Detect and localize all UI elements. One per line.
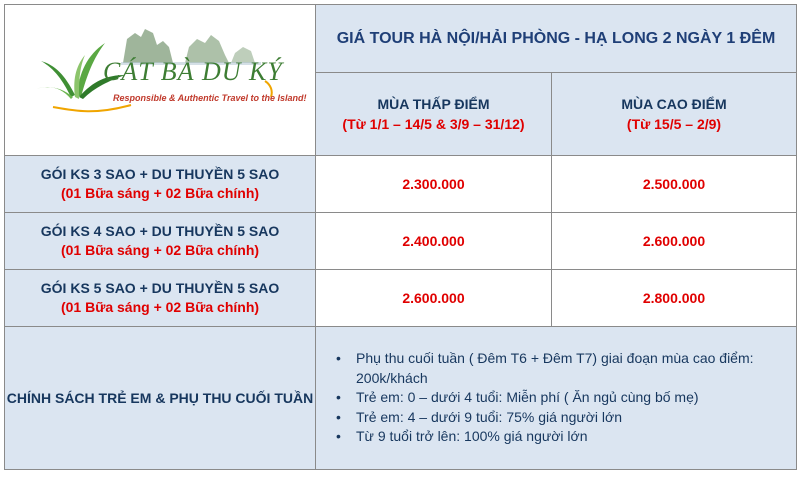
- policy-item-text: Từ 9 tuổi trở lên: 100% giá người lớn: [356, 428, 588, 445]
- package-cell: [5, 270, 316, 327]
- bullet-icon: •: [336, 389, 341, 406]
- table-row: [5, 156, 797, 213]
- list-item: [336, 349, 784, 388]
- table-row: [5, 270, 797, 327]
- list-item: [336, 388, 784, 408]
- price-sheet: [4, 4, 796, 478]
- package-meals: (01 Bữa sáng + 02 Bữa chính): [60, 185, 260, 201]
- high-season-header: [552, 73, 797, 156]
- high-season-name: MÙA CAO ĐIỂM: [621, 96, 727, 113]
- high-season-dates: (Từ 15/5 – 2/9): [626, 116, 722, 133]
- package-cell: [5, 213, 316, 270]
- logo-brand-text: CÁT BÀ DU KÝ: [103, 57, 283, 86]
- policy-label: CHÍNH SÁCH TRẺ EM & PHỤ THU CUỐI TUẦN: [5, 327, 316, 470]
- policy-row: [5, 327, 797, 470]
- package-name: GÓI KS 4 SAO + DU THUYỀN 5 SAO: [40, 223, 280, 239]
- bullet-icon: •: [336, 408, 341, 425]
- low-season-price: 2.300.000: [316, 156, 552, 213]
- policy-items: [336, 349, 784, 447]
- table-row: [5, 213, 797, 270]
- bullet-icon: •: [336, 350, 341, 367]
- high-season-price: 2.600.000: [552, 213, 797, 270]
- low-season-header: [316, 73, 552, 156]
- logo-cell: [5, 5, 316, 156]
- list-item: [336, 427, 784, 447]
- logo: [5, 5, 315, 155]
- policy-list: [316, 327, 797, 470]
- policy-item-text: Trẻ em: 4 – dưới 9 tuổi: 75% giá người lớn: [356, 408, 622, 425]
- logo-tagline: Responsible & Authentic Travel to the Island!: [113, 93, 307, 103]
- package-cell: [5, 156, 316, 213]
- low-season-price: 2.400.000: [316, 213, 552, 270]
- package-name: GÓI KS 5 SAO + DU THUYỀN 5 SAO: [40, 280, 280, 296]
- high-season-price: 2.500.000: [552, 156, 797, 213]
- package-name: GÓI KS 3 SAO + DU THUYỀN 5 SAO: [40, 166, 280, 182]
- tour-price-table: [4, 4, 797, 470]
- high-season-price: 2.800.000: [552, 270, 797, 327]
- header-row-title: [5, 5, 797, 73]
- package-meals: (01 Bữa sáng + 02 Bữa chính): [60, 299, 260, 315]
- low-season-dates: (Từ 1/1 – 14/5 & 3/9 – 31/12): [342, 116, 525, 133]
- policy-item-text: Trẻ em: 0 – dưới 4 tuổi: Miễn phí ( Ăn ngủ cùng bố mẹ): [356, 389, 699, 406]
- package-meals: (01 Bữa sáng + 02 Bữa chính): [60, 242, 260, 258]
- tour-title: GIÁ TOUR HÀ NỘI/HẢI PHÒNG - HẠ LONG 2 NGÀY 1 ĐÊM: [316, 5, 797, 73]
- low-season-price: 2.600.000: [316, 270, 552, 327]
- policy-item-text: Phụ thu cuối tuần ( Đêm T6 + Đêm T7) giai đoạn mùa cao điểm: 200k/khách: [356, 350, 754, 386]
- low-season-name: MÙA THẤP ĐIỂM: [377, 96, 490, 113]
- bullet-icon: •: [336, 428, 341, 445]
- list-item: [336, 408, 784, 428]
